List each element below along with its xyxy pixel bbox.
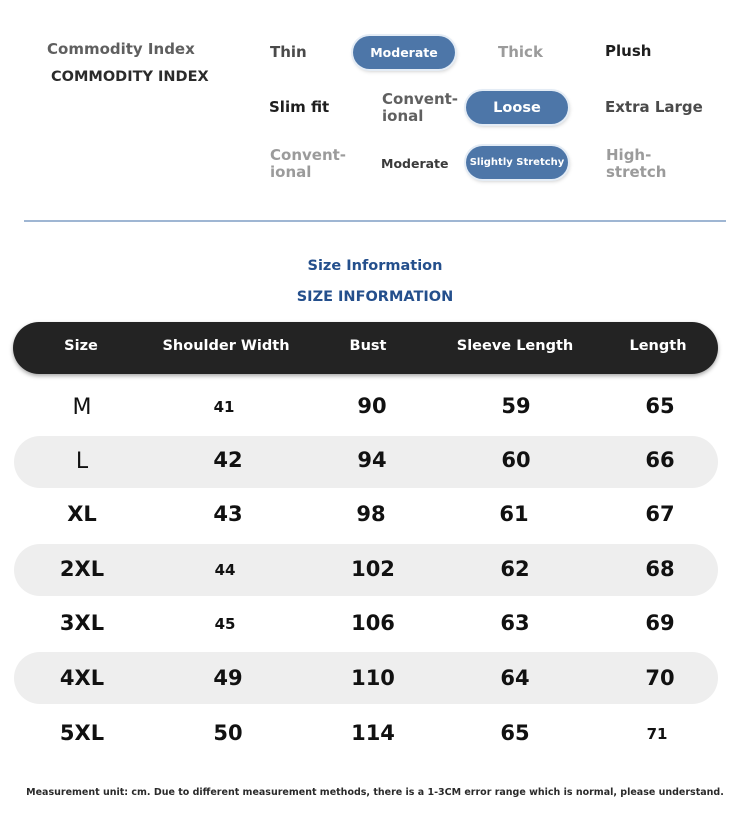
fit-option-conventional: Convent- ional bbox=[382, 90, 459, 125]
cell-size: L bbox=[75, 449, 89, 474]
section-divider bbox=[24, 220, 726, 222]
column-header-sleeve-length: Sleeve Length bbox=[456, 338, 574, 354]
stretch-option-high-stretch: High- stretch bbox=[606, 146, 667, 181]
cell-bust: 110 bbox=[351, 666, 395, 690]
cell-bust: 106 bbox=[351, 611, 395, 635]
fit-option-slim: Slim fit bbox=[269, 98, 330, 116]
thickness-option-plush: Plush bbox=[605, 42, 652, 60]
commodity-index-title-upper: COMMODITY INDEX bbox=[51, 69, 209, 85]
column-header-length: Length bbox=[629, 338, 687, 354]
fit-option-loose-selected: Loose bbox=[466, 91, 568, 124]
cell-shoulder-width: 49 bbox=[213, 666, 243, 690]
cell-size: 4XL bbox=[59, 666, 105, 690]
cell-sleeve-length: 63 bbox=[500, 611, 530, 635]
cell-length: 65 bbox=[645, 394, 675, 418]
cell-bust: 90 bbox=[357, 394, 387, 418]
cell-bust: 114 bbox=[351, 721, 395, 745]
cell-length: 66 bbox=[645, 448, 675, 472]
cell-length: 68 bbox=[645, 557, 675, 581]
thickness-option-thin: Thin bbox=[270, 43, 307, 61]
cell-shoulder-width: 44 bbox=[214, 561, 236, 579]
cell-size: 3XL bbox=[59, 611, 105, 635]
cell-shoulder-width: 41 bbox=[213, 398, 235, 416]
cell-shoulder-width: 45 bbox=[214, 615, 236, 633]
cell-sleeve-length: 60 bbox=[501, 448, 531, 472]
cell-bust: 94 bbox=[357, 448, 387, 472]
cell-size: XL bbox=[67, 502, 97, 526]
fit-option-extra-large: Extra Large bbox=[605, 98, 703, 116]
column-header-shoulder-width: Shoulder Width bbox=[162, 338, 290, 354]
cell-length: 69 bbox=[645, 611, 675, 635]
thickness-option-moderate-selected: Moderate bbox=[353, 36, 455, 69]
cell-size: 5XL bbox=[59, 721, 105, 745]
cell-sleeve-length: 61 bbox=[499, 502, 529, 526]
cell-bust: 102 bbox=[351, 557, 395, 581]
cell-sleeve-length: 64 bbox=[500, 666, 530, 690]
cell-shoulder-width: 50 bbox=[213, 721, 243, 745]
stretch-option-slightly-stretchy-selected: Slightly Stretchy bbox=[466, 146, 568, 179]
stretch-option-moderate: Moderate bbox=[381, 156, 449, 171]
cell-size: 2XL bbox=[59, 557, 105, 581]
cell-length: 67 bbox=[645, 502, 675, 526]
column-header-size: Size bbox=[64, 338, 98, 354]
cell-shoulder-width: 42 bbox=[213, 448, 243, 472]
measurement-footnote: Measurement unit: cm. Due to different measurement methods, there is a 1-3CM error range which is normal, please understand. bbox=[26, 787, 724, 798]
cell-sleeve-length: 62 bbox=[500, 557, 530, 581]
cell-sleeve-length: 59 bbox=[501, 394, 531, 418]
commodity-index-title: Commodity Index bbox=[47, 40, 195, 58]
cell-sleeve-length: 65 bbox=[500, 721, 530, 745]
size-info-title-upper: SIZE INFORMATION bbox=[296, 289, 454, 305]
column-header-bust: Bust bbox=[349, 338, 387, 354]
stretch-option-conventional: Convent- ional bbox=[270, 146, 347, 181]
thickness-option-thick: Thick bbox=[498, 43, 543, 61]
cell-length: 70 bbox=[645, 666, 675, 690]
size-info-title: Size Information bbox=[307, 258, 443, 274]
cell-shoulder-width: 43 bbox=[213, 502, 243, 526]
cell-size: M bbox=[72, 395, 92, 420]
cell-length: 71 bbox=[646, 725, 668, 743]
cell-bust: 98 bbox=[356, 502, 386, 526]
